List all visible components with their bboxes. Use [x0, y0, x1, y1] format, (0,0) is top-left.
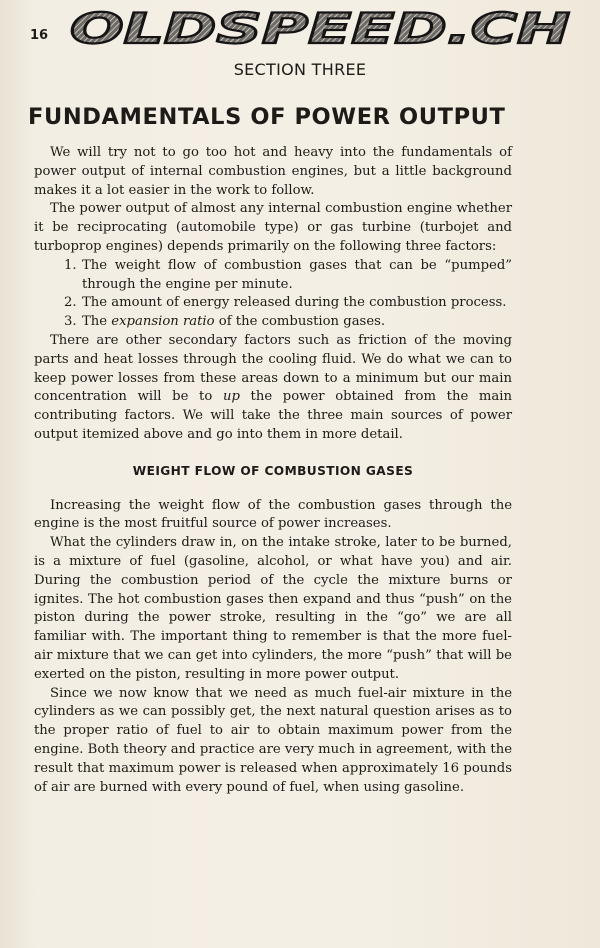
paragraph-text-post: the power obtained from the main contributing factors. We will take the three main sources of power output itemized above and go into them in more detail. [34, 389, 512, 442]
list-number: 2. [64, 295, 77, 311]
paragraph-text: There are other secondary factors such as friction of the moving parts and heat losses through the cooling fluid. We do what we can to keep power losses from these areas down to a minimum but our main concentration will be to [34, 332, 512, 405]
list-text: The [82, 314, 112, 330]
list-number: 3. [64, 314, 77, 330]
section-label: SECTION THREE [233, 60, 367, 79]
oldspeed-watermark-logo [64, 10, 576, 50]
emphasis: up [222, 389, 240, 405]
list-item [34, 313, 512, 332]
paragraph: Increasing the weight flow of the combustion gases through the engine is the most fruitful source of power increases. [34, 497, 512, 532]
factors-list [34, 257, 512, 332]
list-text: The weight flow of combustion gases that can be “pumped” through the engine per minute. [82, 257, 512, 292]
subheading: WEIGHT FLOW OF COMBUSTION GASES [132, 463, 414, 478]
list-item [34, 257, 512, 295]
chapter-title: FUNDAMENTALS OF POWER OUTPUT [28, 104, 506, 130]
list-item [34, 294, 512, 313]
paragraph: What the cylinders draw in, on the intake stroke, later to be burned, is a mixture of fuel (gasoline, alcohol, or what have you) and air. During the combustion period of the cycle the mixture burns or ignites. The hot combustion gases then expand and thus “push” on the piston during the power stroke, resulting in the “go” we are all familiar with. The important thing to remember is that the more fuel-air mixture that we can get into cylinders, the more “push” that will be exerted on the piston, resulting in more power output. [34, 535, 512, 682]
paragraph [34, 332, 512, 445]
paragraph: Since we now know that we need as much fuel-air mixture in the cylinders as we can possibly get, the next natural question arises as to the proper ratio of fuel to air to obtain maximum power from the engine. Both theory and practice are very much in agreement, with the result that maximum power is released when approximately 16 pounds of air are burned with every pound of fuel, when using gasoline. [34, 685, 512, 795]
page-number: 16 [30, 28, 49, 43]
list-text: The amount of energy released during the combustion process. [82, 295, 507, 311]
list-number: 1. [64, 257, 77, 273]
list-emphasis: expansion ratio [111, 314, 215, 330]
body-text [34, 144, 512, 797]
list-text-post: of the combustion gases. [214, 314, 386, 330]
paragraph: We will try not to go too hot and heavy into the fundamentals of power output of internal combustion engines, but a little background makes it a lot easier in the work to follow. [34, 145, 512, 198]
paragraph: The power output of almost any internal combustion engine whether it be reciprocating (automobile type) or gas turbine (turbojet and turboprop engines) depends primarily on the following three factors: [34, 201, 512, 254]
watermark-text: OLDSPEED.CH [70, 10, 570, 50]
